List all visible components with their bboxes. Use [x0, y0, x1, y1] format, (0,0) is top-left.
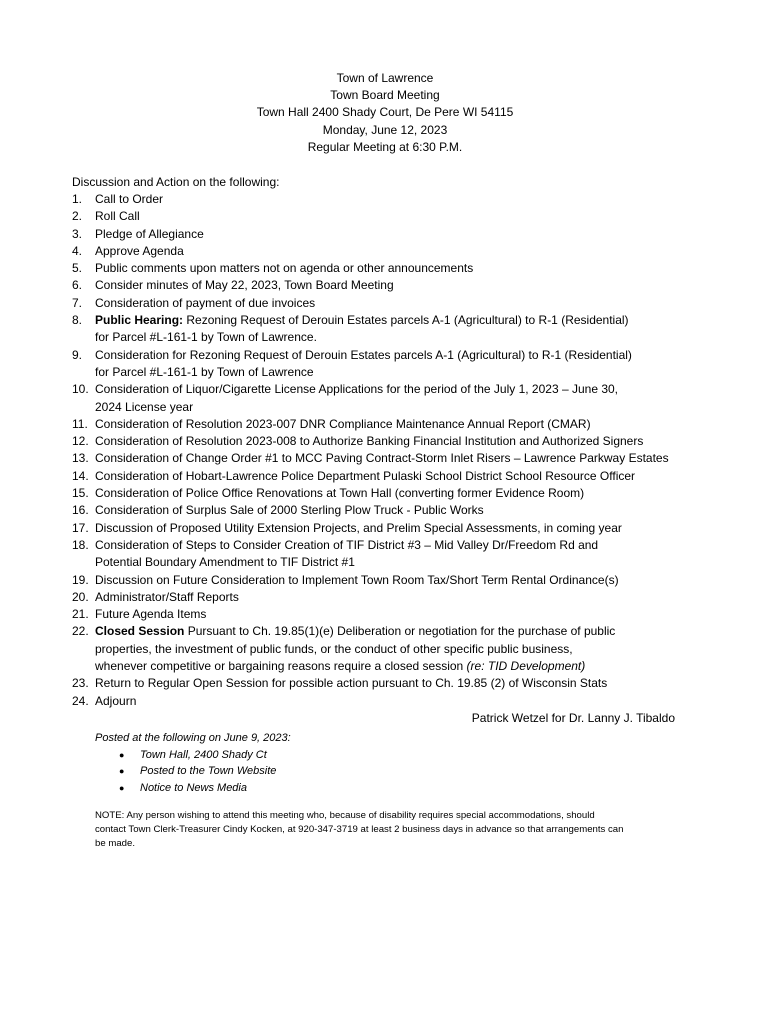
agenda-item-public-hearing: [72, 312, 712, 347]
agenda-item: [72, 295, 712, 312]
agenda-item-text: [95, 623, 712, 640]
agenda-item-number: 22.: [72, 624, 89, 639]
agenda-item: [72, 450, 712, 467]
agenda-item-number: 23.: [72, 676, 89, 691]
agenda-item-number: 17.: [72, 520, 89, 535]
agenda-item-text: Pledge of Allegiance: [95, 226, 204, 241]
closed-session-label: Closed Session: [95, 624, 185, 639]
signature-line: Patrick Wetzel for Dr. Lanny J. Tibaldo: [471, 711, 675, 725]
agenda-item: [72, 693, 712, 710]
agenda-item-text: Call to Order: [95, 192, 164, 206]
agenda-item: [72, 347, 712, 382]
header-location: Town Hall 2400 Shady Court, De Pere WI 54115: [256, 105, 514, 120]
agenda-item: [72, 191, 712, 208]
agenda-item: [72, 572, 712, 589]
agenda-item-text-continued: 2024 License year: [95, 399, 194, 414]
agenda-item: [72, 277, 712, 294]
agenda-item-text-continued: properties, the investment of public funds, or the conduct of other specific public business,: [95, 641, 573, 656]
agenda-item: [72, 260, 712, 277]
agenda-item: [72, 208, 712, 225]
agenda-item-text-part: Pursuant to Ch. 19.85(1)(e) Deliberation or negotiation for the purchase of public: [184, 624, 616, 639]
agenda-item-text: Consideration of Resolution 2023-008 to Authorize Banking Financial Institution and Authorized Signers: [95, 434, 644, 449]
header-town-name: Town of Lawrence: [336, 71, 434, 85]
agenda-item-number: 8.: [72, 313, 83, 328]
agenda-item-text-continued: [95, 658, 712, 675]
posting-location-item: [95, 780, 291, 797]
agenda-item: [72, 606, 712, 623]
agenda-item-number: 4.: [72, 243, 83, 258]
agenda-item-text: Discussion of Proposed Utility Extension Projects, and Prelim Special Assessments, in coming year: [95, 520, 622, 535]
agenda-item: [72, 675, 712, 692]
posting-location-item: [95, 747, 291, 764]
agenda-item: [72, 520, 712, 537]
agenda-item-text: Return to Regular Open Session for possible action pursuant to Ch. 19.85 (2) of Wisconsin Stats: [95, 676, 608, 691]
agenda-item-number: 11.: [72, 416, 88, 431]
agenda-item-text-part: whenever competitive or bargaining reasons require a closed session: [95, 659, 467, 674]
agenda-item-number: 9.: [72, 347, 83, 362]
bullet-icon: ●: [119, 782, 125, 793]
bullet-icon: ●: [119, 766, 125, 776]
agenda-item-text: Administrator/Staff Reports: [95, 589, 239, 604]
accessibility-note: [95, 809, 685, 850]
posting-heading: Posted at the following on June 9, 2023:: [95, 732, 291, 744]
agenda-item: [72, 433, 712, 450]
agenda-item-number: 20.: [72, 589, 89, 604]
agenda-item-number: 12.: [72, 434, 89, 449]
agenda-intro: Discussion and Action on the following:: [72, 175, 280, 189]
agenda-item: [72, 416, 712, 433]
header-date: Monday, June 12, 2023: [322, 122, 448, 137]
agenda-item-text-continued: for Parcel #L-161-1 by Town of Lawrence.: [95, 330, 317, 345]
agenda-item-text: Discussion on Future Consideration to Implement Town Room Tax/Short Term Rental Ordinance(s): [95, 572, 619, 587]
posting-location-text: Notice to News Media: [140, 781, 247, 794]
agenda-item-number: 15.: [72, 486, 89, 501]
agenda-item-closed-session: [72, 623, 712, 675]
agenda-item-text: Consideration of Hobart-Lawrence Police Department Pulaski School District School Resource Officer: [95, 468, 636, 483]
agenda-item-text: Public comments upon matters not on agenda or other announcements: [95, 261, 474, 276]
agenda-item: [72, 485, 712, 502]
agenda-item-number: 6.: [72, 278, 83, 293]
agenda-item: [72, 243, 712, 260]
header-time: Regular Meeting at 6:30 P.M.: [307, 139, 463, 154]
agenda-item: [72, 468, 712, 485]
note-line: contact Town Clerk-Treasurer Cindy Kocken, at 920-347-3719 at least 2 business days in advance so that arrangements can: [95, 823, 624, 835]
agenda-item-text: Consideration for Rezoning Request of Derouin Estates parcels A-1 (Agricultural) to R-1 (Residential): [95, 347, 632, 362]
posting-location-item: [95, 763, 291, 780]
posting-notice: [95, 730, 291, 796]
agenda-item-text: Future Agenda Items: [95, 607, 207, 622]
public-hearing-label: Public Hearing:: [95, 313, 184, 328]
agenda-item-text: Adjourn: [95, 693, 137, 708]
agenda-item-text: Consideration of payment of due invoices: [95, 295, 316, 310]
posting-location-text: Posted to the Town Website: [140, 765, 277, 777]
header-meeting-type: Town Board Meeting: [330, 88, 440, 103]
agenda-item-text: [95, 312, 712, 329]
agenda-item-number: 3.: [72, 226, 83, 241]
note-line: be made.: [95, 837, 136, 849]
agenda-item-number: 19.: [72, 572, 89, 587]
agenda-item-number: 10.: [72, 382, 89, 397]
posting-locations-list: [95, 747, 291, 797]
agenda-item-number: 18.: [72, 537, 89, 552]
bullet-icon: ●: [119, 749, 125, 760]
agenda-item-text: Consideration of Police Office Renovations at Town Hall (converting former Evidence Room): [95, 486, 585, 501]
agenda-item-number: 14.: [72, 468, 89, 483]
agenda-item-number: 13.: [72, 451, 89, 466]
agenda-item-number: 16.: [72, 503, 89, 518]
closed-session-topic: (re: TID Development): [466, 659, 586, 674]
agenda-list: [72, 191, 712, 710]
agenda-item-text: Roll Call: [95, 209, 140, 224]
posting-location-text: Town Hall, 2400 Shady Ct: [140, 748, 267, 761]
agenda-item-text: Approve Agenda: [95, 243, 184, 258]
agenda-item: [72, 226, 712, 243]
agenda-item-number: 7.: [72, 295, 83, 310]
agenda-item-text: Consideration of Change Order #1 to MCC Paving Contract-Storm Inlet Risers – Lawrence Parkway Estates: [95, 451, 669, 466]
agenda-item-text: Consideration of Resolution 2023-007 DNR Compliance Maintenance Annual Report (CMAR): [95, 416, 591, 431]
agenda-item: [72, 589, 712, 606]
agenda-item-text-continued: for Parcel #L-161-1 by Town of Lawrence: [95, 364, 314, 379]
agenda-item: [72, 502, 712, 519]
note-line: NOTE: Any person wishing to attend this meeting who, because of disability requires special accommodations, should: [95, 810, 595, 821]
agenda-item-number: 21.: [72, 607, 89, 622]
agenda-item-number: 24.: [72, 693, 89, 708]
agenda-item-text-part: Rezoning Request of Derouin Estates parcels A-1 (Agricultural) to R-1 (Residential): [183, 313, 629, 328]
agenda-item-text: Consider minutes of May 22, 2023, Town Board Meeting: [95, 278, 394, 293]
agenda-item-text-continued: Potential Boundary Amendment to TIF District #1: [95, 555, 355, 570]
agenda-item-number: 5.: [72, 261, 83, 276]
agenda-item-text: Consideration of Liquor/Cigarette License Applications for the period of the July 1, 2023 – June 30,: [95, 382, 619, 397]
agenda-item-text: Consideration of Surplus Sale of 2000 Sterling Plow Truck - Public Works: [95, 503, 484, 518]
agenda-item-text: Consideration of Steps to Consider Creation of TIF District #3 – Mid Valley Dr/Freedom Rd and: [95, 537, 599, 552]
document-header: [0, 70, 770, 156]
agenda-item: [72, 537, 712, 572]
agenda-item-number: 1.: [72, 192, 83, 206]
agenda-item: [72, 381, 712, 416]
agenda-item-number: 2.: [72, 209, 83, 224]
